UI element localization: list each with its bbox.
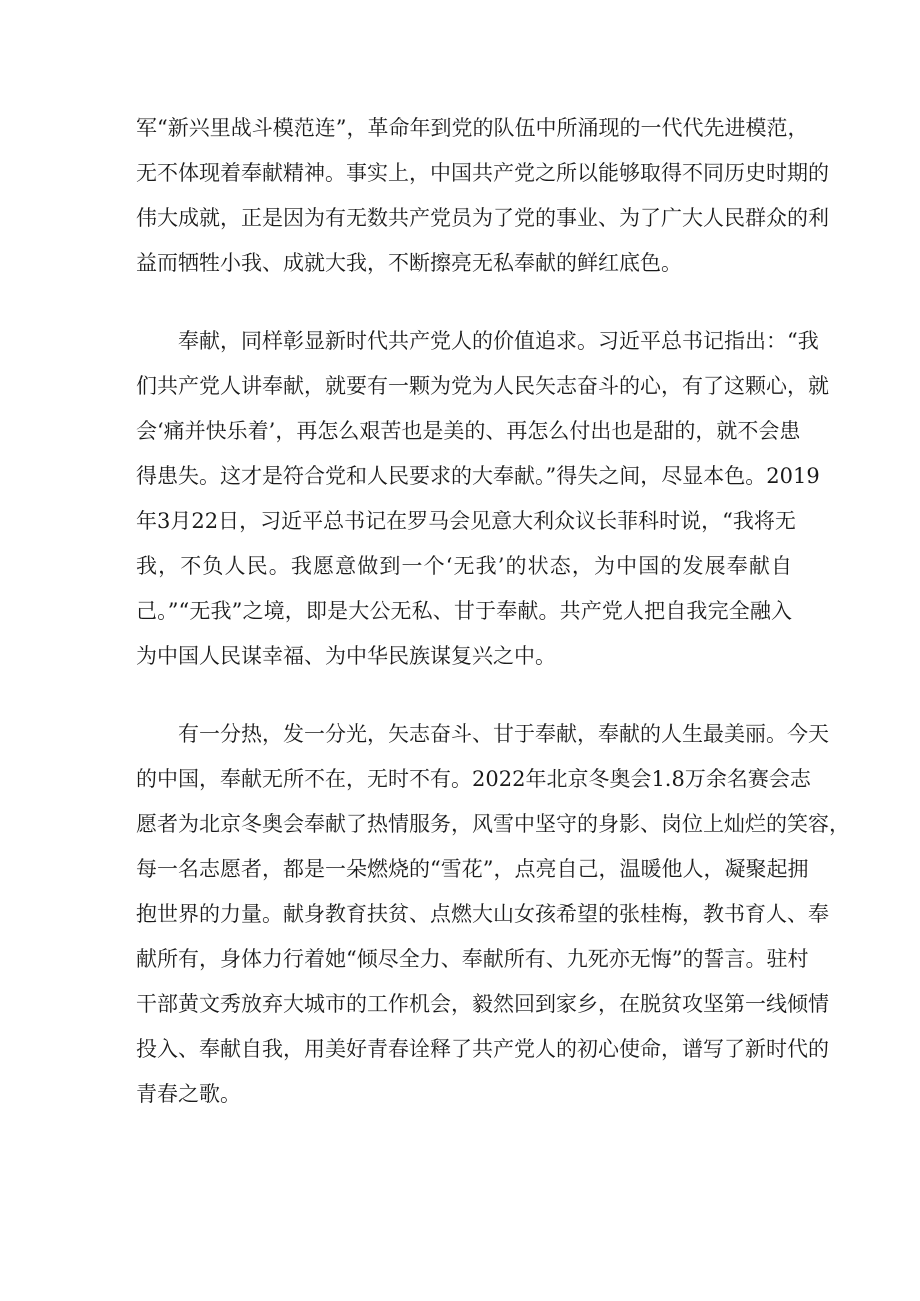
document-body xyxy=(136,106,850,1117)
text-line: 有一分热，发一分光，矢志奋斗、甘于奉献，奉献的人生最美丽。今天 xyxy=(178,722,829,746)
text-line: 为中国人民谋幸福、为中华民族谋复兴之中。 xyxy=(136,644,556,668)
text-line: 每一名志愿者，都是一朵燃烧的“雪花”，点亮自己，温暖他人，凝聚起拥 xyxy=(136,857,809,881)
text-line: 愿者为北京冬奥会奉献了热情服务，风雪中坚守的身影、岗位上灿烂的笑容， xyxy=(136,812,850,836)
text-line: 抱世界的力量。献身教育扶贫、点燃大山女孩希望的张桂梅，教书育人、奉 xyxy=(136,902,829,926)
paragraph-gap xyxy=(136,679,792,712)
paragraph-3 xyxy=(136,712,850,1117)
text-line: 益而牺牲小我、成就大我，不断擦亮无私奉献的鲜红底色。 xyxy=(136,251,682,275)
text-line: 年3月22日，习近平总书记在罗马会见意大利众议长菲科时说，“我将无 xyxy=(136,509,796,533)
text-line: 己。”“无我”之境，即是大公无私、甘于奉献。共产党人把自我完全融入 xyxy=(136,599,792,623)
text-line: 献所有，身体力行着她“倾尽全力、奉献所有、九死亦无悔”的誓言。驻村 xyxy=(136,947,809,971)
paragraph-gap xyxy=(136,286,792,319)
paragraph-1 xyxy=(136,106,829,286)
text-line: 干部黄文秀放弃大城市的工作机会，毅然回到家乡，在脱贫攻坚第一线倾情 xyxy=(136,992,829,1016)
text-line: 无不体现着奉献精神。事实上，中国共产党之所以能够取得不同历史时期的 xyxy=(136,161,829,185)
text-line: 伟大成就，正是因为有无数共产党员为了党的事业、为了广大人民群众的利 xyxy=(136,206,829,230)
text-line: 们共产党人讲奉献，就要有一颗为党为人民矢志奋斗的心，有了这颗心，就 xyxy=(136,374,829,398)
text-line: 得患失。这才是符合党和人民要求的大奉献。”得失之间，尽显本色。2019 xyxy=(136,464,820,488)
text-line: 我，不负人民。我愿意做到一个‘无我’的状态，为中国的发展奉献自 xyxy=(136,554,792,578)
text-line: 会‘痛并快乐着’，再怎么艰苦也是美的、再怎么付出也是甜的，就不会患 xyxy=(136,419,801,443)
text-line: 青春之歌。 xyxy=(136,1082,241,1106)
text-line: 军“新兴里战斗模范连”，革命年到党的队伍中所涌现的一代代先进模范， xyxy=(136,116,809,140)
text-line: 奉献，同样彰显新时代共产党人的价值追求。习近平总书记指出：“我 xyxy=(178,329,819,353)
paragraph-2 xyxy=(136,319,829,679)
text-line: 投入、奉献自我，用美好青春诠释了共产党人的初心使命，谱写了新时代的 xyxy=(136,1037,829,1061)
text-line: 的中国，奉献无所不在，无时不有。2022年北京冬奥会1.8万余名赛会志 xyxy=(136,767,811,791)
